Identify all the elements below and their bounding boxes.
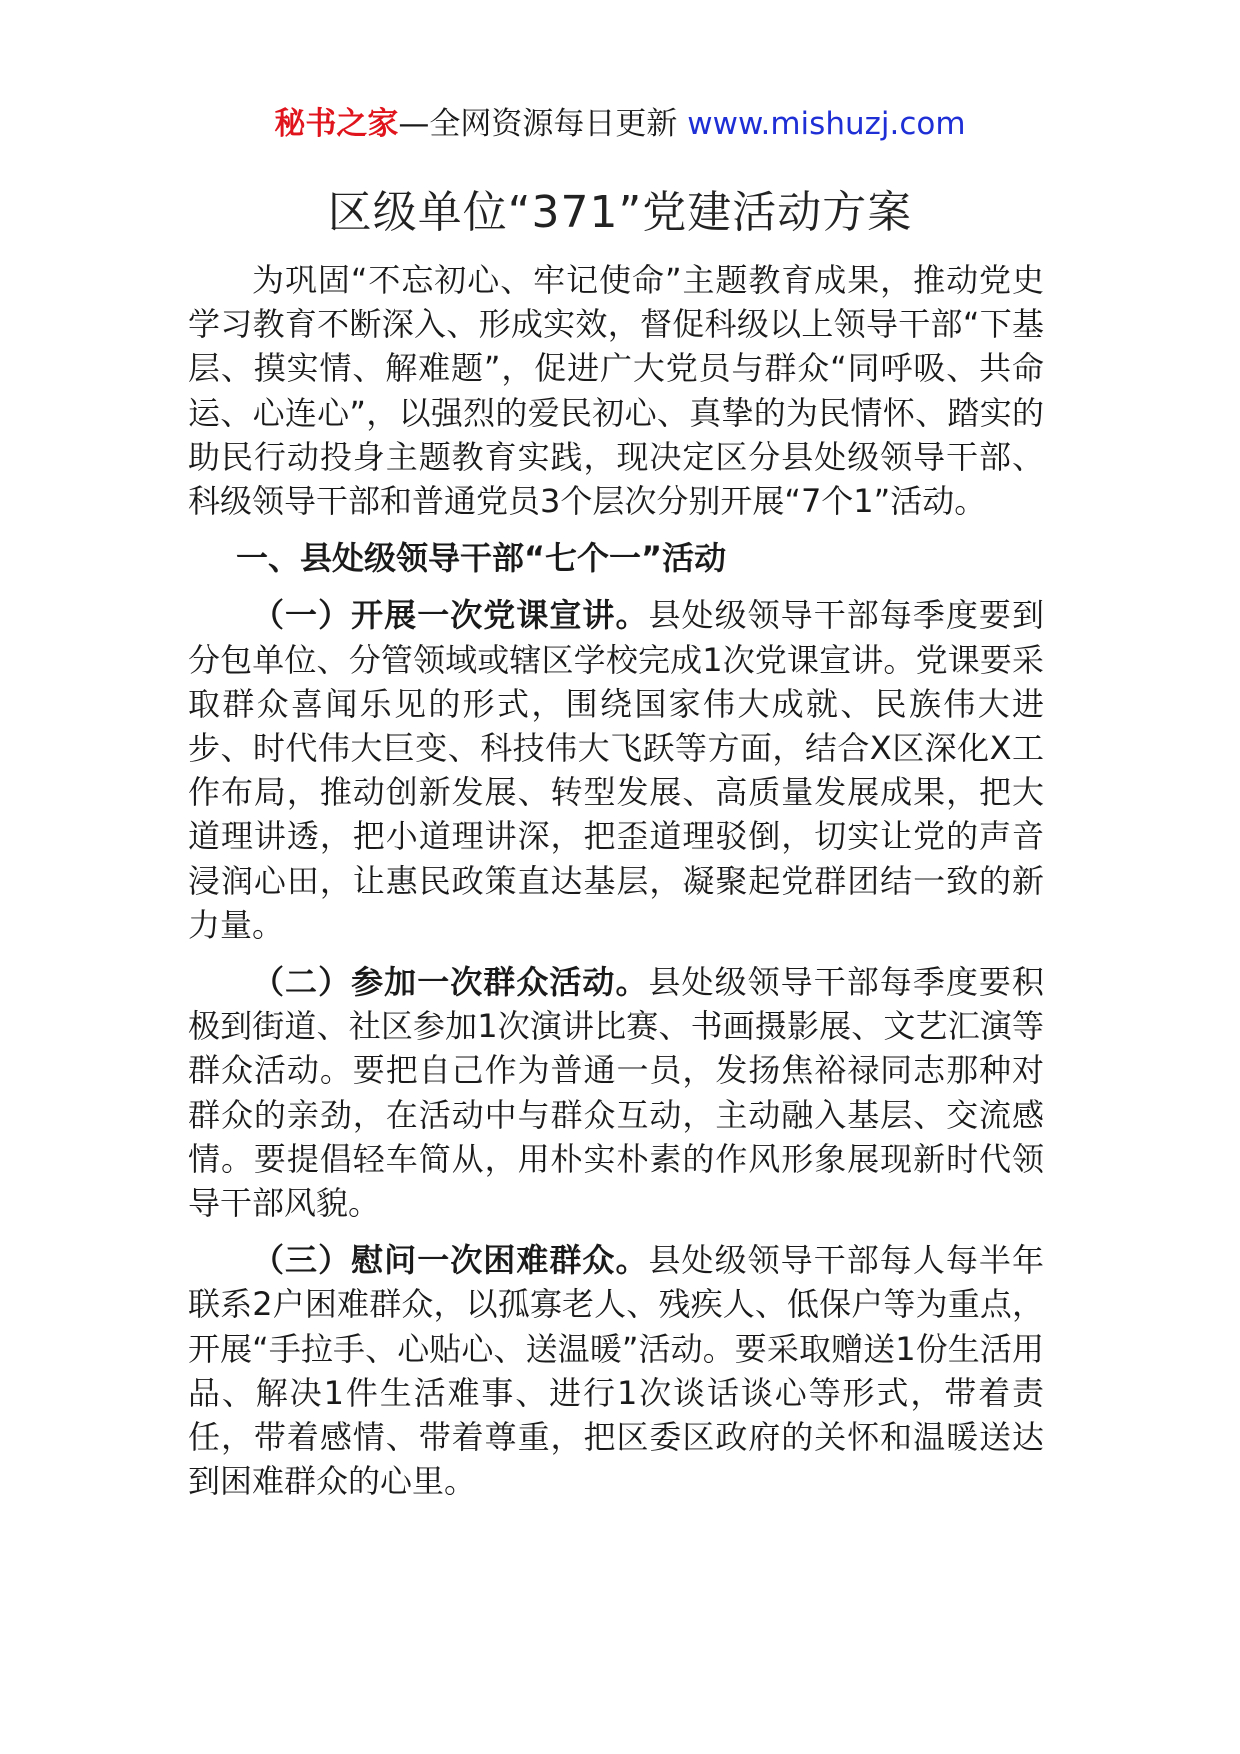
item-body: 县处级领导干部每人每半年联系2户困难群众，以孤寡老人、残疾人、低保户等为重点，开展“手拉手、心贴心、送温暖”活动。要采取赠送1份生活用品、解决1件生活难事、进行1次谈话谈心等形式，带着责任，带着感情、带着尊重，把区委区政府的关怀和温暖送达到困难群众的心里。 (188, 1241, 1044, 1501)
item-paragraph-1 (188, 593, 1044, 947)
document-body (188, 258, 1044, 1503)
item-lead: （三）慰问一次困难群众。 (252, 1241, 649, 1280)
item-paragraph-2 (188, 960, 1044, 1225)
item-lead: （一）开展一次党课宣讲。 (252, 596, 649, 635)
site-url-link[interactable]: www.mishuzj.com (687, 106, 966, 142)
intro-paragraph: 为巩固“不忘初心、牢记使命”主题教育成果，推动党史学习教育不断深入、形成实效，督促科级以上领导干部“下基层、摸实情、解难题”，促进广大党员与群众“同呼吸、共命运、心连心”，以强烈的爱民初心、真挚的为民情怀、踏实的助民行动投身主题教育实践，现决定区分县处级领导干部、科级领导干部和普通党员3个层次分别开展“7个1”活动。 (188, 261, 1044, 521)
item-paragraph-3 (188, 1238, 1044, 1503)
site-brand: 秘书之家 (274, 106, 399, 142)
site-tagline: —全网资源每日更新 (398, 106, 678, 142)
document-title: 区级单位“371”党建活动方案 (327, 187, 913, 238)
site-header (0, 104, 1240, 144)
item-body: 县处级领导干部每季度要积极到街道、社区参加1次演讲比赛、书画摄影展、文艺汇演等群众活动。要把自己作为普通一员，发扬焦裕禄同志那种对群众的亲劲，在活动中与群众互动，主动融入基层、交流感情。要提倡轻车简从，用朴实朴素的作风形象展现新时代领导干部风貌。 (188, 963, 1044, 1223)
section-heading: 一、县处级领导干部“七个一”活动 (236, 539, 727, 578)
item-lead: （二）参加一次群众活动。 (252, 963, 649, 1002)
item-body: 县处级领导干部每季度要到分包单位、分管领域或辖区学校完成1次党课宣讲。党课要采取群众喜闻乐见的形式，围绕国家伟大成就、民族伟大进步、时代伟大巨变、科技伟大飞跃等方面，结合X区深化X工作布局，推动创新发展、转型发展、高质量发展成果，把大道理讲透，把小道理讲深，把歪道理驳倒，切实让党的声音浸润心田，让惠民政策直达基层，凝聚起党群团结一致的新力量。 (188, 596, 1044, 944)
